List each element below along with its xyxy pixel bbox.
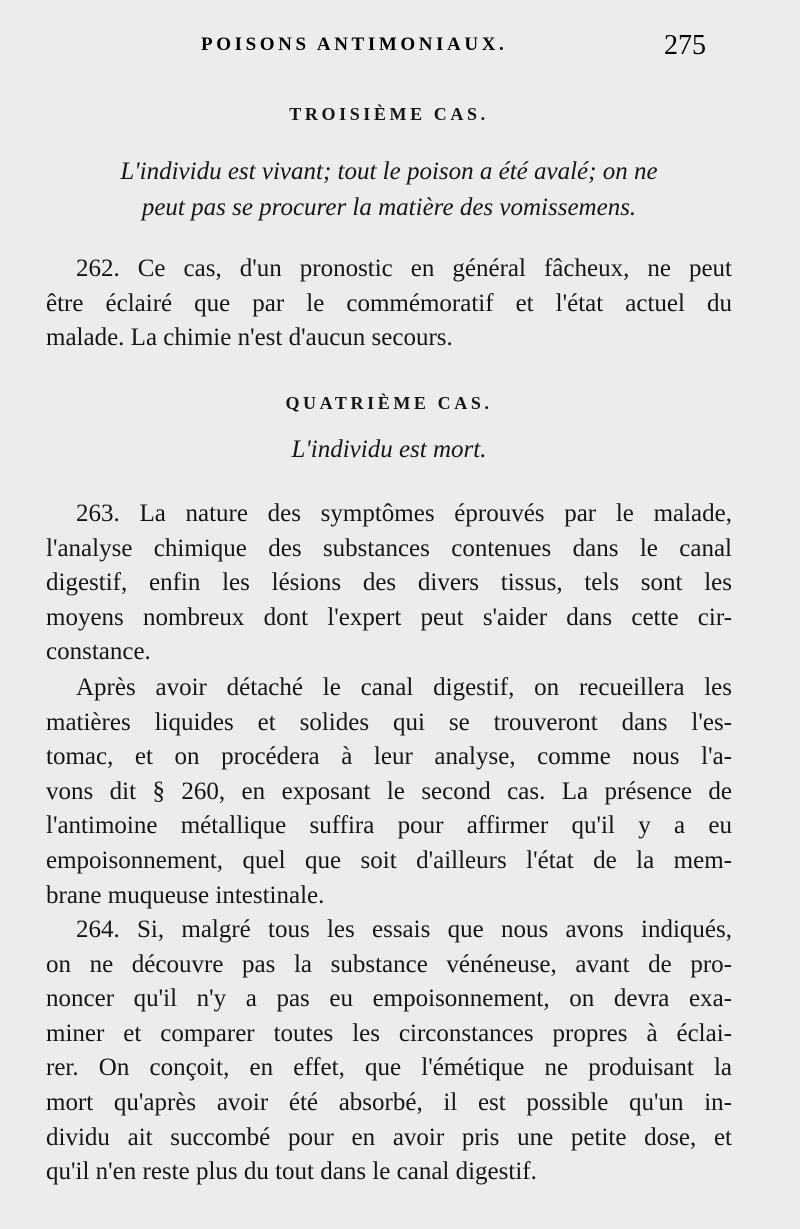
paragraph-line: rer. On conçoit, en effet, que l'émétique ne produisant la	[46, 1054, 732, 1082]
paragraph-line: brane muqueuse intestinale.	[46, 881, 325, 909]
paragraph-apres	[46, 671, 732, 913]
paragraph-line: miner et comparer toutes les circonstances propres à éclai-	[46, 1019, 732, 1047]
paragraph-line: 263. La nature des symptômes éprouvés par le malade,	[76, 500, 732, 527]
case-subtitle-mort: L'individu est mort.	[291, 436, 487, 463]
running-title: POISONS ANTIMONIAUX.	[201, 34, 508, 55]
case-heading-quatrieme: QUATRIÈME CAS.	[285, 393, 493, 413]
paragraph-line: constance.	[46, 638, 151, 666]
paragraph-line: matières liquides et solides qui se trouveront dans l'es-	[46, 708, 732, 736]
case-subtitle-line-1: L'individu est vivant; tout le poison a été avalé; on ne	[120, 158, 658, 185]
paragraph-line: empoisonnement, quel que soit d'ailleurs l'état de la mem-	[46, 846, 732, 874]
paragraph-line: l'analyse chimique des substances contenues dans le canal	[46, 534, 732, 562]
case-heading-troisieme: TROISIÈME CAS.	[289, 104, 489, 124]
paragraph-line: 262. Ce cas, d'un pronostic en général fâcheux, ne peut	[76, 255, 732, 282]
case-subtitle-line-2: peut pas se procurer la matière des vomissemens.	[141, 194, 637, 221]
paragraph-line: mort qu'après avoir été absorbé, il est possible qu'un in-	[46, 1088, 732, 1116]
paragraph-line: 264. Si, malgré tous les essais que nous avons indiqués,	[76, 916, 732, 943]
paragraph-line: dividu ait succombé pour en avoir pris une petite dose, et	[46, 1123, 732, 1151]
paragraph-line: tomac, et on procédera à leur analyse, comme nous l'a-	[46, 743, 732, 771]
paragraph-262	[46, 252, 732, 356]
paragraph-line: noncer qu'il n'y a pas eu empoisonnement, on devra exa-	[46, 985, 732, 1013]
paragraph-line: moyens nombreux dont l'expert peut s'aider dans cette cir-	[46, 603, 732, 631]
paragraph-line: on ne découvre pas la substance vénéneuse, avant de pro-	[46, 950, 732, 978]
paragraph-263	[46, 497, 732, 670]
paragraph-line: vons dit § 260, en exposant le second cas. La présence de	[46, 777, 732, 805]
paragraph-line: l'antimoine métallique suffira pour affirmer qu'il y a eu	[46, 812, 732, 840]
paragraph-264	[46, 913, 732, 1190]
paragraph-line: être éclairé que par le commémoratif et l'état actuel du	[46, 289, 732, 317]
paragraph-line: qu'il n'en reste plus du tout dans le canal digestif.	[46, 1158, 537, 1186]
running-head	[46, 32, 732, 66]
paragraph-line: Après avoir détaché le canal digestif, on recueillera les	[76, 674, 732, 701]
paragraph-line: digestif, enfin les lésions des divers tissus, tels sont les	[46, 569, 732, 597]
paragraph-line: malade. La chimie n'est d'aucun secours.	[46, 324, 453, 352]
page-number: 275	[664, 30, 706, 61]
